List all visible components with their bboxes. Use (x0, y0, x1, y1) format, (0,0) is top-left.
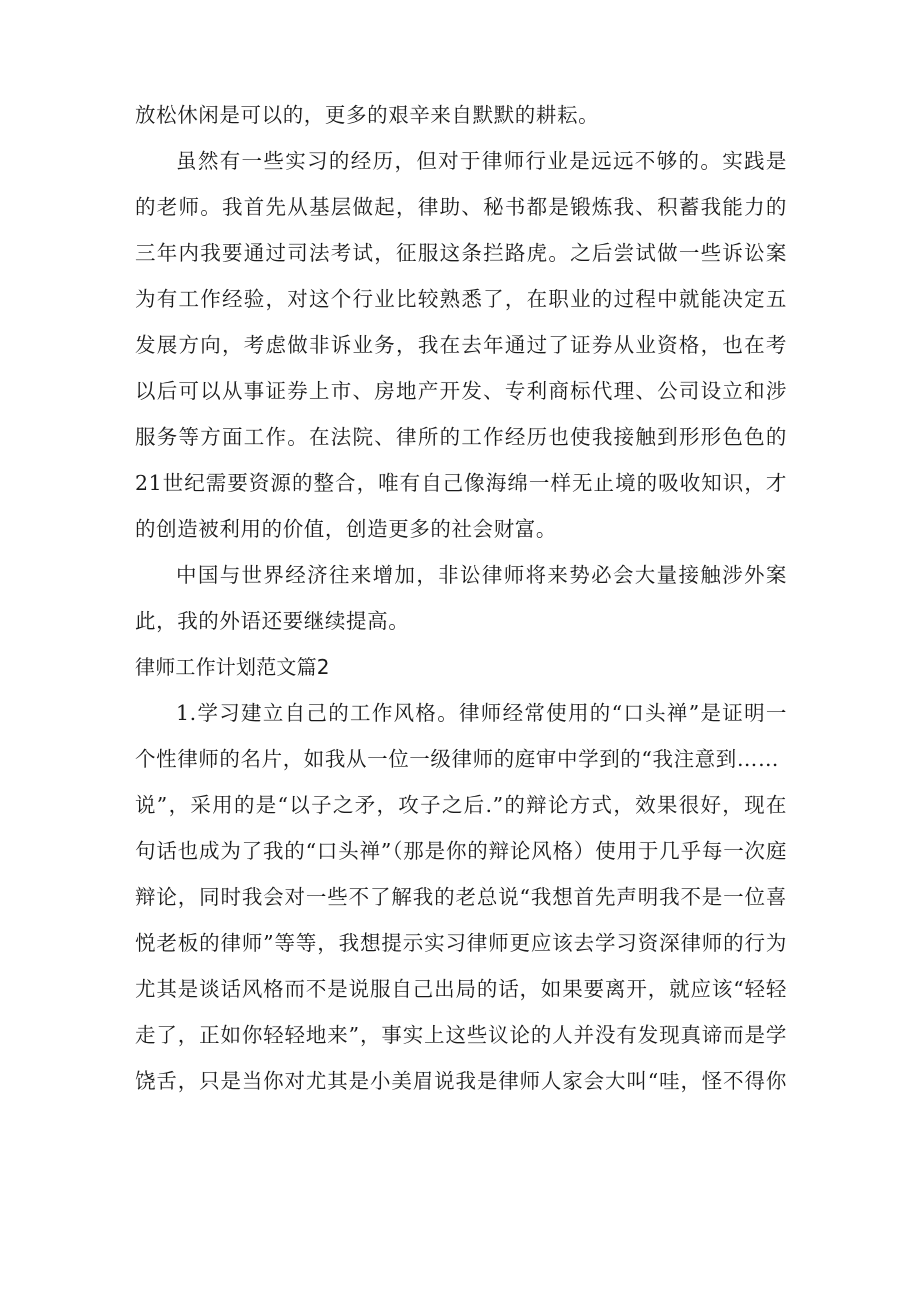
paragraph-line: 中国与世界经济往来增加，非讼律师将来势必会大量接触涉外案 (176, 563, 787, 587)
paragraph-line: 的创造被利用的价值，创造更多的社会财富。 (135, 517, 557, 541)
paragraph-line: 辩论，同时我会对一些不了解我的老总说“我想首先声明我不是一位喜 (135, 885, 787, 909)
paragraph-line: 发展方向，考虑做非诉业务，我在去年通过了证券从业资格，也在考 (135, 333, 787, 357)
paragraph-line: 个性律师的名片，如我从一位一级律师的庭审中学到的“我注意到…… (135, 747, 780, 771)
paragraph-line: 虽然有一些实习的经历，但对于律师行业是远远不够的。实践是 (176, 149, 787, 173)
paragraph-line: 为有工作经验，对这个行业比较熟悉了，在职业的过程中就能决定五 (135, 287, 787, 311)
paragraph-line: 21世纪需要资源的整合，唯有自己像海绵一样无止境的吸收知识，才 (135, 471, 787, 495)
paragraph-line: 的老师。我首先从基层做起，律助、秘书都是锻炼我、积蓄我能力的 (135, 195, 787, 219)
paragraph-line: 服务等方面工作。在法院、律所的工作经历也使我接触到形形色色的 (135, 425, 787, 449)
paragraph-line: 句话也成为了我的“口头禅”（那是你的辩论风格）使用于几乎每一次庭 (135, 839, 787, 863)
paragraph-line: 三年内我要通过司法考试，征服这条拦路虎。之后尝试做一些诉讼案 (135, 241, 787, 265)
paragraph-line: 说”，采用的是“以子之矛，攻子之后.”的辩论方式，效果很好，现在 (135, 793, 787, 817)
paragraph-line: 尤其是谈话风格而不是说服自己出局的话，如果要离开，就应该“轻轻 (135, 977, 787, 1001)
paragraph-line: 饶舌，只是当你对尤其是小美眉说我是律师人家会大叫“哇，怪不得你 (135, 1069, 787, 1093)
section-heading: 律师工作计划范文篇2 (135, 655, 330, 679)
paragraph-line: 悦老板的律师”等等，我想提示实习律师更应该去学习资深律师的行为 (135, 931, 787, 955)
paragraph-line: 1.学习建立自己的工作风格。律师经常使用的“口头禅”是证明一 (176, 701, 787, 725)
paragraph-line: 此，我的外语还要继续提高。 (135, 609, 410, 633)
paragraph-line: 以后可以从事证券上市、房地产开发、专利商标代理、公司设立和涉 (135, 379, 787, 403)
paragraph-line: 走了，正如你轻轻地来”，事实上这些议论的人并没有发现真谛而是学 (135, 1023, 787, 1047)
document-body (135, 92, 787, 1104)
paragraph-line: 放松休闲是可以的，更多的艰辛来自默默的耕耘。 (135, 103, 600, 127)
